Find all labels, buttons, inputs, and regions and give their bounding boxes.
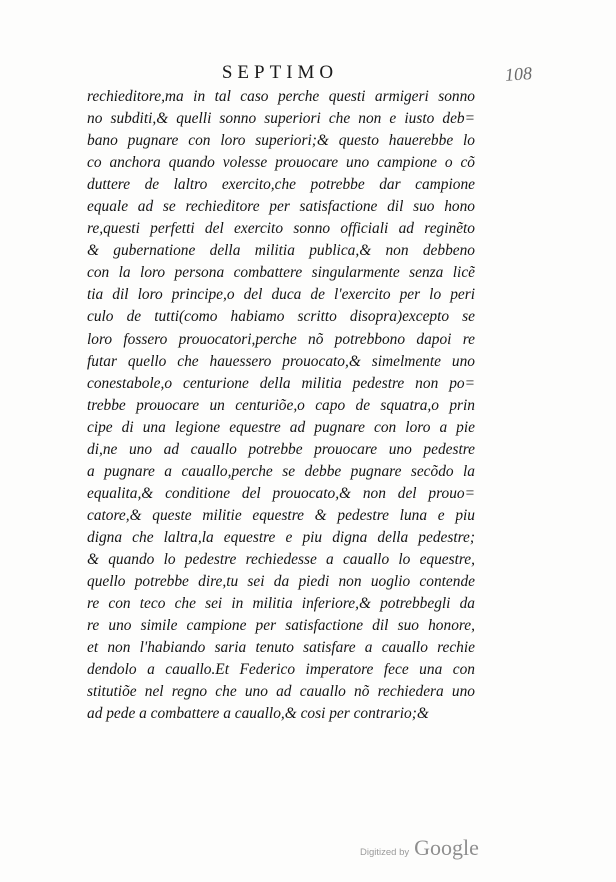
text-line: conestabole,o centurione della militia pedestre non po= [87,374,475,392]
text-line: trebbe prouocare un centuriõe,o capo de squatra,o prin [87,396,475,414]
digitized-by-google-watermark [360,835,479,861]
text-line: re con teco che sei in militia inferiore,& potrebbegli da [87,595,475,613]
text-line: no subditi,& quelli sonno superiori che non e iusto deb= [87,110,475,128]
text-line: rechieditore,ma in tal caso perche questi armigeri sonno [87,88,475,105]
text-line: & gubernatione della militia publica,& non debbeno [87,242,475,260]
text-line: culo de tutti(como habiamo scritto disopra)excepto se [87,308,475,326]
text-line: cipe di una legione equestre ad pugnare con loro a pie [87,418,475,436]
text-line: bano pugnare con loro superiori;& questo hauerebbe lo [87,132,475,150]
text-line: re uno simile campione per satisfactione dil suo honore, [87,617,475,635]
google-logo: Google [414,835,479,860]
text-line: tia dil loro principe,o del duca de l'exercito per lo peri [87,286,475,304]
running-head: SEPTIMO [221,62,339,83]
text-line: dendolo a cauallo.Et Federico imperatore fece una con [87,661,475,679]
page-number: 108 [504,63,533,85]
text-line: loro fossero prouocatori,perche nõ potrebbono dapoi re [87,330,475,348]
text-line: catore,& queste militie equestre & pedestre luna e piu [87,506,475,524]
text-line: futar quello che hauessero prouocato,& simelmente uno [87,352,475,370]
text-line: equalita,& conditione del prouocato,& non del prouo= [87,484,475,502]
text-line: duttere de laltro exercito,che potrebbe dar campione [87,176,475,194]
watermark-prefix: Digitized by [360,847,410,858]
text-line: equale ad se rechieditore per satisfactione dil suo hono [87,198,475,216]
body-text [87,86,475,725]
text-line: a pugnare a cauallo,perche se debbe pugnare secõdo la [87,462,475,480]
text-line: re,questi perfetti del exercito sonno officiali ad reginẽto [87,220,475,238]
text-line: co anchora quando volesse prouocare uno campione o cõ [87,154,475,172]
text-line: et non l'habiando saria tenuto satisfare a cauallo rechie [87,639,475,657]
text-line: di,ne uno ad cauallo potrebbe prouocare uno pedestre [87,440,475,458]
text-line: quello potrebbe dire,tu sei da piedi non uoglio contende [87,573,475,591]
text-line: & quando lo pedestre rechiedesse a cauallo lo equestre, [87,550,475,568]
text-line: digna che laltra,la equestre e piu digna della pedestre; [87,528,475,546]
text-line: con la loro persona combattere singularmente senza licẽ [87,264,475,282]
text-line: ad pede a combattere a cauallo,& cosi per contrario;& [87,705,429,723]
text-line: stitutiõe nel regno che uno ad cauallo nõ rechiedera uno [87,683,475,701]
